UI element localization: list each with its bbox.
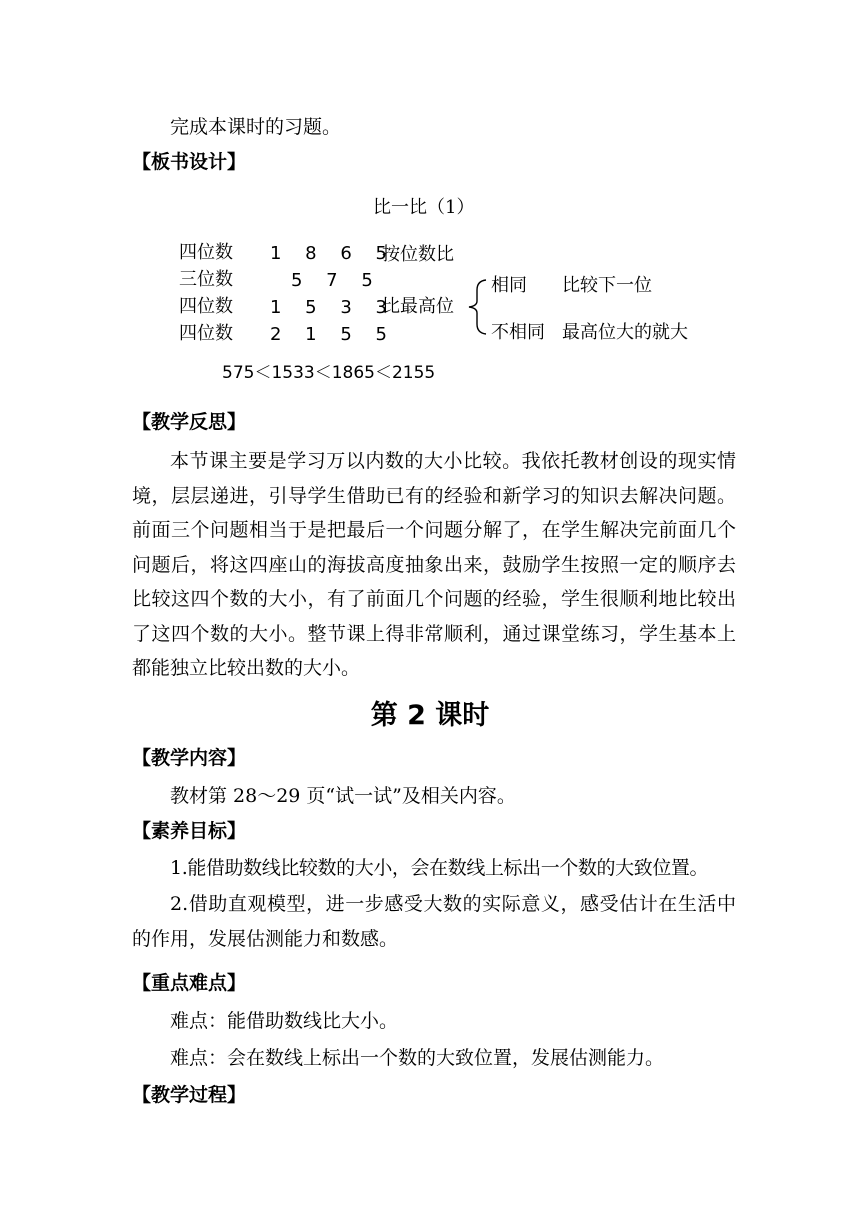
process-heading: 【教学过程】: [132, 1084, 247, 1106]
compare-by-digits-label: 按位数比: [382, 244, 454, 265]
content-heading: 【教学内容】: [132, 747, 247, 769]
same-action-label: 比较下一位: [562, 275, 652, 296]
intro-text: 完成本课时的习题。: [170, 116, 342, 138]
goal-item-2: 2.借助直观模型，进一步感受大数的实际意义，感受估计在生活中的作用，发展估测能力和数感。: [132, 893, 736, 950]
board-row-digits: 5 7 5: [291, 270, 382, 291]
board-row-digits: 1 8 6 5: [270, 243, 396, 264]
board-result: 575＜1533＜1865＜2155: [222, 363, 436, 383]
content-text: 教材第 28～29 页“试一试”及相关内容。: [170, 785, 516, 807]
board-row-label: 三位数: [179, 269, 233, 290]
key-point-2: 难点：会在数线上标出一个数的大致位置，发展估测能力。: [170, 1047, 665, 1069]
goals-heading: 【素养目标】: [132, 820, 247, 842]
board-row-digits: 2 1 5 5: [270, 324, 396, 345]
board-design-heading: 【板书设计】: [132, 151, 247, 173]
key-point-1: 难点：能借助数线比大小。: [170, 1010, 399, 1032]
reflection-paragraph: 本节课主要是学习万以内数的大小比较。我依托教材创设的现实情境，层层递进，引导学生借助已有的经验和新学习的知识去解决问题。前面三个问题相当于是把最后一个问题分解了，在学生解决完前面几个问题后，将这四座山的海拔高度抽象出来，鼓励学生按照一定的顺序去比较这四个数的大小，有了前面几个问题的经验，学生很顺利地比较出了这四个数的大小。整节课上得非常顺利，通过课堂练习，学生基本上都能独立比较出数的大小。: [132, 450, 736, 679]
same-label: 相同: [491, 275, 527, 296]
key-points-heading: 【重点难点】: [132, 972, 247, 994]
lesson-title: 第 2 课时: [370, 700, 490, 731]
brace-icon: [466, 278, 488, 336]
board-row-label: 四位数: [179, 242, 233, 263]
board-title: 比一比（1）: [373, 197, 475, 218]
different-action-label: 最高位大的就大: [562, 322, 688, 343]
reflection-heading: 【教学反思】: [132, 411, 247, 433]
different-label: 不相同: [491, 322, 545, 343]
goal-item-1: 1.能借助数线比较数的大小，会在数线上标出一个数的大致位置。: [170, 857, 709, 879]
board-row-digits: 1 5 3 3: [270, 297, 396, 318]
compare-highest-label: 比最高位: [382, 296, 454, 317]
board-row-label: 四位数: [179, 296, 233, 317]
board-row-label: 四位数: [179, 323, 233, 344]
